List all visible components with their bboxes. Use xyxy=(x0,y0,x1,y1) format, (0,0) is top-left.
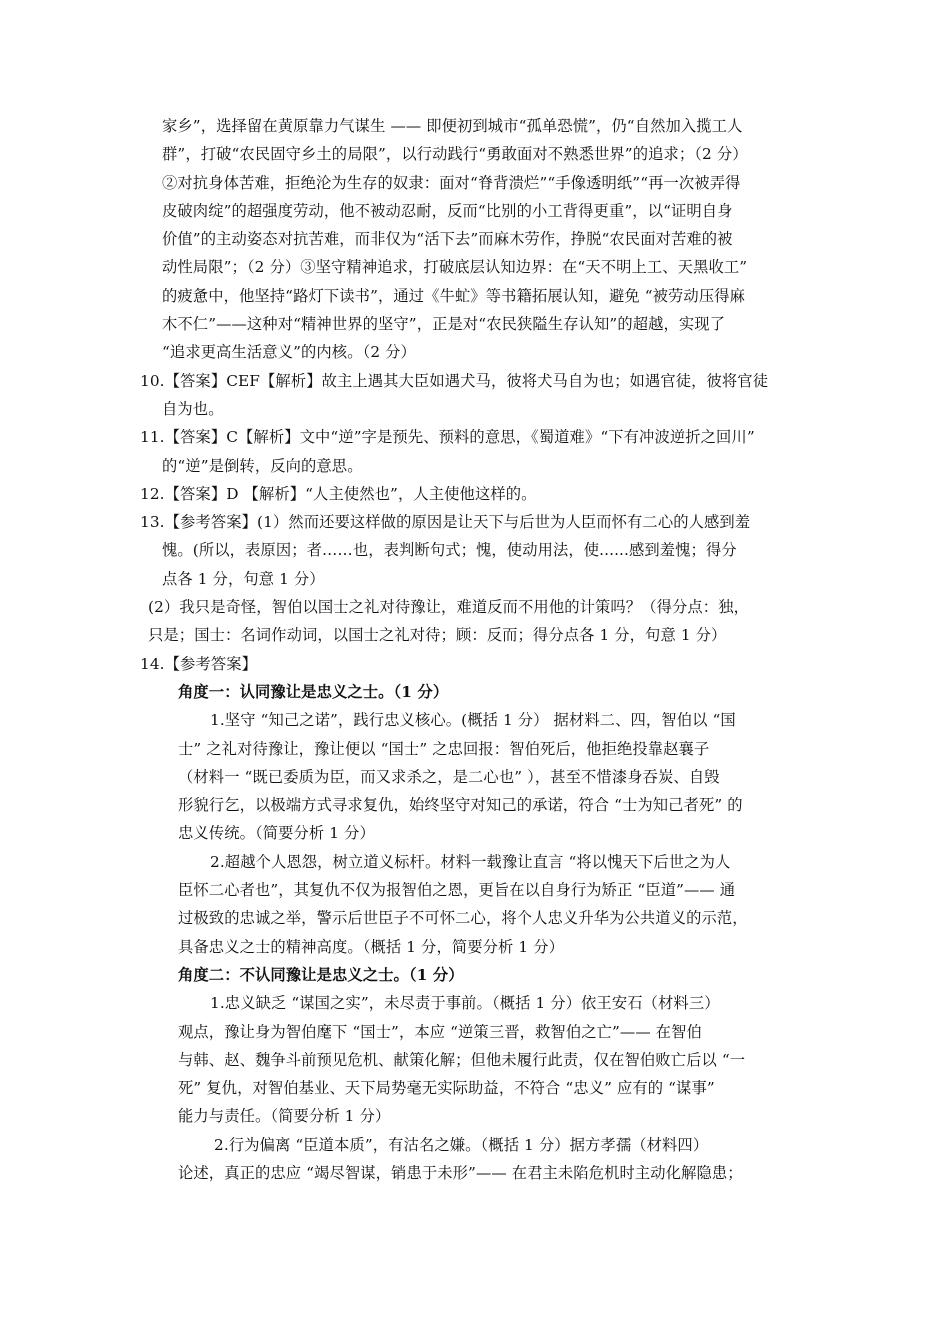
text-line: 2.行为偏离 “臣道本质”，有沽名之嫌。（概括 1 分）据方孝孺（材料四） xyxy=(214,1135,709,1154)
question-13-answer: 13.【参考答案】(1）然而还要这样做的原因是让天下与后世为人臣而怀有二心的人感到羞 xyxy=(140,513,751,532)
text-line: 死” 复仇，对智伯基业、天下局势毫无实际助益，不符合 “忠义” 应有的 “谋事” xyxy=(178,1079,715,1098)
text-line: 的“逆”是倒转，反向的意思。 xyxy=(162,456,363,475)
text-line: 形貌行乞，以极端方式寻求复仇，始终坚守对知己的承诺，符合 “士为知己者死” 的 xyxy=(178,796,743,815)
text-line: 自为也。 xyxy=(162,399,224,418)
text-line: 的疲惫中，他坚持“路灯下读书”，通过《牛虻》等书籍拓展认知，避免 “被劳动压得麻 xyxy=(162,286,746,305)
text-line: 能力与责任。（简要分析 1 分） xyxy=(178,1107,391,1126)
text-line: 1.坚守 “知己之诺”，践行忠义核心。(概括 1 分） 据材料二、四，智伯以 “国 xyxy=(210,711,736,730)
text-line: “追求更高生活意义”的内核。（2 分） xyxy=(162,343,416,362)
text-line: 过极致的忠诚之举，警示后世臣子不可怀二心，将个人忠义升华为公共道义的示范， xyxy=(178,909,748,928)
angle-one-heading: 角度一：认同豫让是忠义之士。（1 分） xyxy=(178,682,449,701)
text-line: 论述，真正的忠应 “竭尽智谋，销患于未形”—— 在君主未陷危机时主动化解隐患； xyxy=(178,1163,743,1182)
text-line: 价值”的主动姿态对抗苦难，而非仅为“活下去”而麻木劳作，挣脱“农民面对苦难的被 xyxy=(162,230,733,249)
text-line: 1.忠义缺乏 “谋国之实”，未尽责于事前。（概括 1 分）依王安石（材料三） xyxy=(210,994,720,1013)
text-line: 具备忠义之士的精神高度。（概括 1 分，简要分析 1 分） xyxy=(178,937,564,956)
text-line: 点各 1 分，句意 1 分） xyxy=(162,569,325,588)
text-line: 2.超越个人恩怨，树立道义标杆。材料一载豫让直言 “将以愧天下后世之为人 xyxy=(210,852,731,871)
text-line: 家乡”，选择留在黄原靠力气谋生 —— 即便初到城市“孤单恐慌”，仍“自然加入揽工人 xyxy=(162,117,743,135)
text-line: 观点，豫让身为智伯麾下 “国士”，本应 “逆策三晋，救智伯之亡”—— 在智伯 xyxy=(178,1022,702,1041)
text-line: 只是；国士：名词作动词，以国士之礼对待；顾：反而；得分点各 1 分，句意 1 分） xyxy=(148,626,727,645)
text-line: 忠义传统。（简要分析 1 分） xyxy=(178,824,375,843)
question-12-answer: 12.【答案】D 【解析】“人主使然也”，人主使他这样的。 xyxy=(140,484,537,503)
text-line: 动性局限”；（2 分）③坚守精神追求，打破底层认知边界：在“天不明上工、天黑收工” xyxy=(162,258,748,277)
text-line: 臣怀二心者也”，其复仇不仅为报智伯之恩，更旨在以自身行为矫正 “臣道”—— 通 xyxy=(178,881,736,900)
angle-two-heading: 角度二：不认同豫让是忠义之士。（1 分） xyxy=(178,965,464,984)
text-line: 木不仁”——这种对“精神世界的坚守”，正是对“农民狭隘生存认知”的超越，实现了 xyxy=(162,315,726,334)
text-line: （材料一 “既已委质为臣，而又求杀之，是二心也” ），甚至不惜漆身吞炭、自毁 xyxy=(178,767,720,786)
text-line: 与韩、赵、魏争斗前预见危机、献策化解；但他未履行此责，仅在智伯败亡后以 “一 xyxy=(178,1050,746,1069)
text-line: (2）我只是奇怪，智伯以国士之礼对待豫让，难道反而不用他的计策吗？（得分点：独， xyxy=(148,598,749,617)
question-10-answer: 10.【答案】CEF【解析】故主上遇其大臣如遇犬马，彼将犬马自为也；如遇官徒，彼将官徒 xyxy=(140,371,769,390)
answer-key-content xyxy=(140,112,812,1187)
question-14-heading: 14.【参考答案】 xyxy=(140,654,258,673)
question-11-answer: 11.【答案】C【解析】文中“逆”字是预先、预料的意思，《蜀道难》“下有冲波逆折之回川” xyxy=(140,428,755,447)
text-line: 群”，打破“农民固守乡土的局限”，以行动践行“勇敢面对不熟悉世界”的追求；（2 分） xyxy=(162,145,748,164)
text-line: ②对抗身体苦难，拒绝沦为生存的奴隶：面对“脊背溃烂”“手像透明纸”“再一次被弄得 xyxy=(162,173,741,192)
text-line: 愧。(所以，表原因；者……也，表判断句式；愧，使动用法，使......感到羞愧；得分 xyxy=(162,541,737,560)
text-line: 士” 之礼对待豫让，豫让便以 “国士” 之忠回报：智伯死后，他拒绝投靠赵襄子 xyxy=(178,739,710,758)
text-line: 皮破肉绽”的超强度劳动，他不被动忍耐，反而“比别的小工背得更重”，以“证明自身 xyxy=(162,201,733,220)
